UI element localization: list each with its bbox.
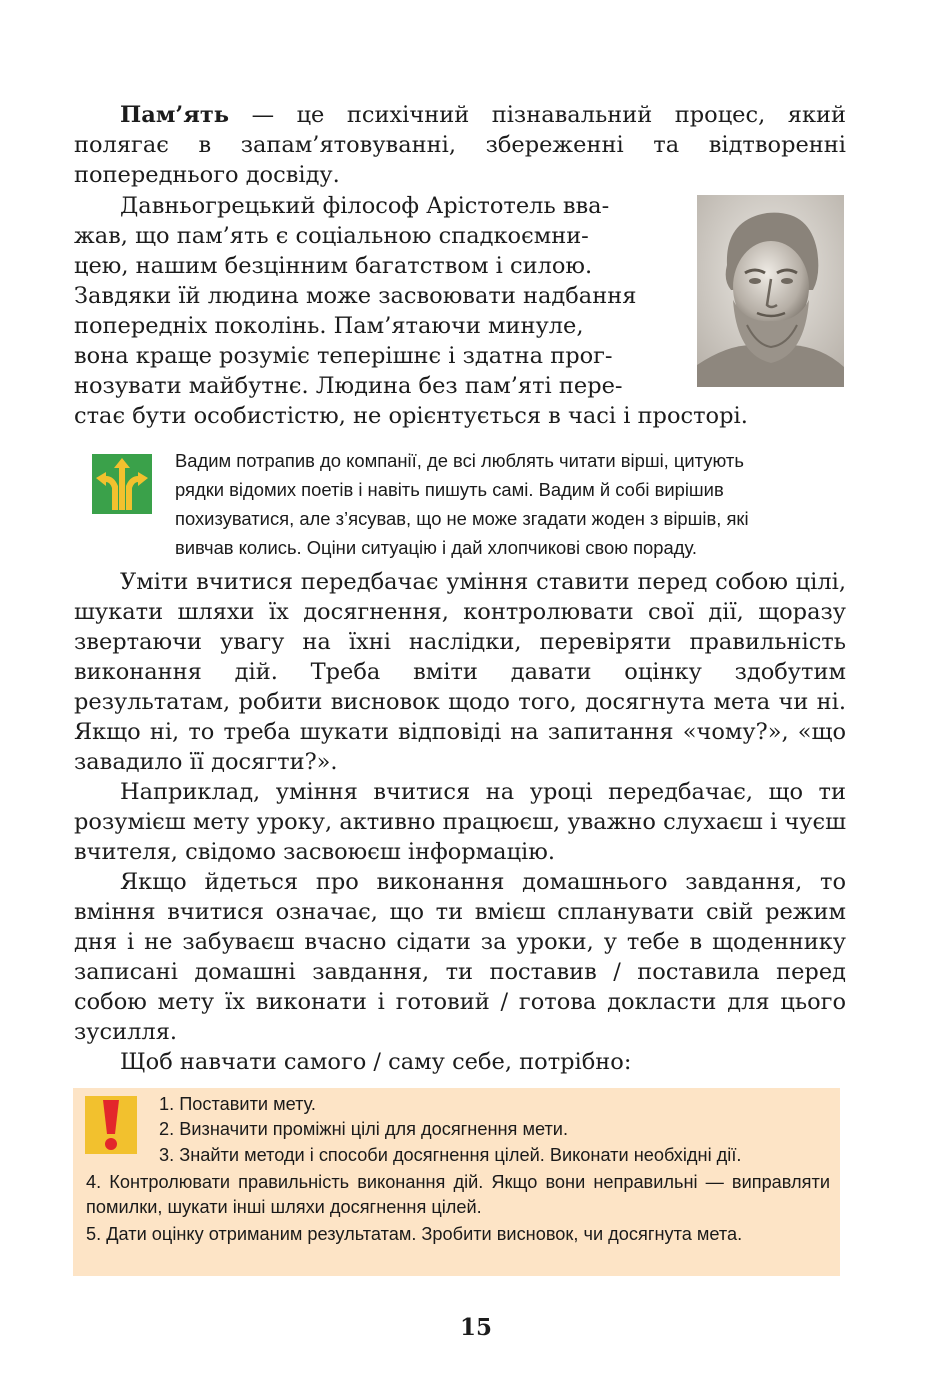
aristotle-line: вона краще розуміє теперішнє і здатна прог- <box>74 343 613 369</box>
aristotle-line: Завдяки їй людина може засвоювати надбання <box>74 283 637 309</box>
aristotle-line: попередніх поколінь. Пам’ятаючи минуле, <box>74 313 584 339</box>
step-item: 1. Поставити мету. <box>159 1094 316 1114</box>
step-item: 2. Визначити проміжні цілі для досягнення мети. <box>159 1119 569 1139</box>
situation-task-text: Вадим потрапив до компанії, де всі люблять читати вірші, цитують рядки відомих поетів і навіть пишуть самі. Вадим й собі вирішив похизуватися, але з’ясував, що не може згадати жоден з віршів, які вивчав колись. Оціни ситуацію і дай хлопчикові свою пораду. <box>175 450 749 558</box>
learn-paragraph-text: Уміти вчитися передбачає уміння ставити перед собою цілі, шукати шляхи їх досягнення, контролювати свої дії, щоразу звертаючи увагу на їхні наслідки, перевіряти правильність виконання дій. Треба вміти давати оцінку здобутим результатам, робити висновок щодо того, досягнута мета чи ні. Якщо ні, то треба шукати відповіді на запитання «чому?», «що завадило її досягти?». <box>74 569 846 775</box>
aristotle-line: цею, нашим безцінним багатством і силою. <box>74 253 593 279</box>
steps-intro-text: Щоб навчати самого / саму себе, потрібно: <box>120 1049 632 1075</box>
exclamation-mark-icon <box>85 1096 137 1154</box>
example-paragraph-text: Наприклад, уміння вчитися на уроці передбачає, що ти розумієш мету уроку, активно працюєш, уважно слухаєш і чуєш вчителя, свідомо засвоюєш інформацію. <box>74 779 846 865</box>
aristotle-line: Давньогрецький філософ Арістотель вва- <box>120 193 610 219</box>
memory-definition-text: — це психічний пізнавальний процес, який полягає в запам’ятовуванні, збереженні та відтворенні попереднього досвіду. <box>74 102 846 188</box>
aristotle-bust-image <box>697 195 844 387</box>
example-paragraph <box>74 777 846 867</box>
crossroads-arrows-icon <box>92 454 152 514</box>
steps-intro <box>74 1047 846 1077</box>
step-item: 3. Знайти методи і способи досягнення цілей. Виконати необхідні дії. <box>159 1145 742 1165</box>
page-number: 15 <box>459 1314 492 1341</box>
aristotle-line: жав, що пам’ять є соціальною спадкоємни- <box>74 223 589 249</box>
aristotle-line: нозувати майбутнє. Людина без пам’яті пере- <box>74 373 623 399</box>
learn-paragraph <box>74 567 846 777</box>
aristotle-line: стає бути особистістю, не орієнтується в часі і просторі. <box>74 403 748 429</box>
memory-term: Пам’ять <box>120 102 230 128</box>
homework-paragraph-text: Якщо йдеться про виконання домашнього завдання, то вміння вчитися означає, що ти вмієш спланувати свій режим дня і не забуваєш вчасно сідати за уроки, у тебе в щоденнику записані домашні завдання, ти поставив / поставила перед собою мету їх виконати і готовий / готова докласти для цього зусилля. <box>74 869 846 1045</box>
aristotle-portrait <box>697 195 844 387</box>
step-item: 5. Дати оцінку отриманим результатам. Зробити висновок, чи досягнута мета. <box>86 1224 743 1244</box>
homework-paragraph <box>74 867 846 1047</box>
step-item: 4. Контролювати правильність виконання дій. Якщо вони неправильні — виправляти помилки, шукати інші шляхи досягнення цілей. <box>86 1172 830 1217</box>
memory-definition <box>74 100 846 190</box>
steps-box <box>73 1088 840 1276</box>
